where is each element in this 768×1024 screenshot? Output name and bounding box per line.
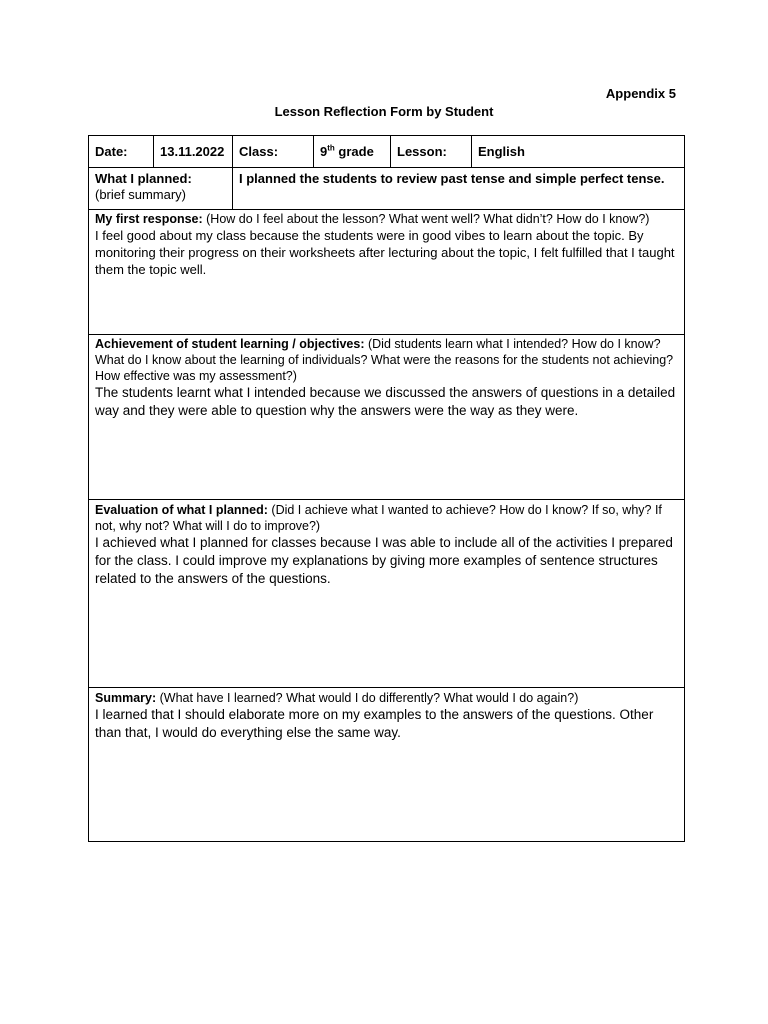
achievement-prompt	[95, 336, 678, 384]
planned-value: I planned the students to review past tense and simple perfect tense.	[233, 168, 685, 210]
evaluation-row	[89, 500, 685, 688]
planned-row	[89, 168, 685, 210]
class-value-text: grade	[334, 143, 374, 159]
summary-answer: I learned that I should elaborate more on my examples to the answers of the questions. Other than that, I would do everything else the same way.	[95, 707, 654, 740]
summary-row	[89, 688, 685, 842]
first-response-label: My first response:	[95, 212, 203, 226]
date-value: 13.11.2022	[154, 136, 233, 168]
lesson-value: English	[472, 136, 685, 168]
first-response-questions: (How do I feel about the lesson? What went well? What didn’t? How do I know?)	[202, 212, 650, 226]
first-response-prompt	[95, 211, 678, 227]
reflection-form-table	[88, 135, 685, 842]
form-title: Lesson Reflection Form by Student	[274, 104, 494, 119]
summary-cell	[89, 688, 685, 842]
evaluation-prompt	[95, 502, 678, 534]
class-value-suffix: th	[327, 143, 335, 153]
summary-questions: (What have I learned? What would I do differently? What would I do again?)	[156, 691, 579, 705]
achievement-answer: The students learnt what I intended because we discussed the answers of questions in a detailed way and they were able to question why the answers were the way as they were.	[95, 385, 676, 418]
planned-label-cell	[89, 168, 233, 210]
evaluation-cell	[89, 500, 685, 688]
evaluation-answer: I achieved what I planned for classes because I was able to include all of the activities I prepared for the class. I could improve my explanations by giving more examples of sentence structures related to the answers of the questions.	[95, 535, 673, 586]
class-label: Class:	[233, 136, 314, 168]
lesson-label: Lesson:	[391, 136, 472, 168]
evaluation-label: Evaluation of what I planned:	[95, 503, 268, 517]
date-label: Date:	[89, 136, 154, 168]
first-response-answer: I feel good about my class because the students were in good vibes to learn about the topic. By monitoring their progress on their worksheets after lecturing about the topic, I felt fulfilled that I taught them the topic well.	[95, 228, 675, 277]
achievement-cell	[89, 335, 685, 500]
info-row	[89, 136, 685, 168]
achievement-label: Achievement of student learning / objectives:	[95, 337, 365, 351]
summary-prompt	[95, 690, 678, 706]
class-value-number: 9	[320, 143, 328, 159]
appendix-label: Appendix 5	[605, 86, 676, 101]
evaluation-questions: (Did I achieve what I wanted to achieve? How do I know? If so, why? If not, why not? What will I do to improve?)	[95, 503, 662, 533]
achievement-questions: (Did students learn what I intended? How do I know? What do I know about the learning of individuals? What were the reasons for the students not achieving? How effective was my assessment?)	[95, 337, 674, 383]
summary-label: Summary:	[95, 691, 157, 705]
class-value	[314, 136, 391, 168]
first-response-row	[89, 210, 685, 335]
first-response-cell	[89, 210, 685, 335]
planned-sublabel: (brief summary)	[95, 187, 187, 202]
planned-label: What I planned:	[95, 171, 192, 186]
achievement-row	[89, 335, 685, 500]
